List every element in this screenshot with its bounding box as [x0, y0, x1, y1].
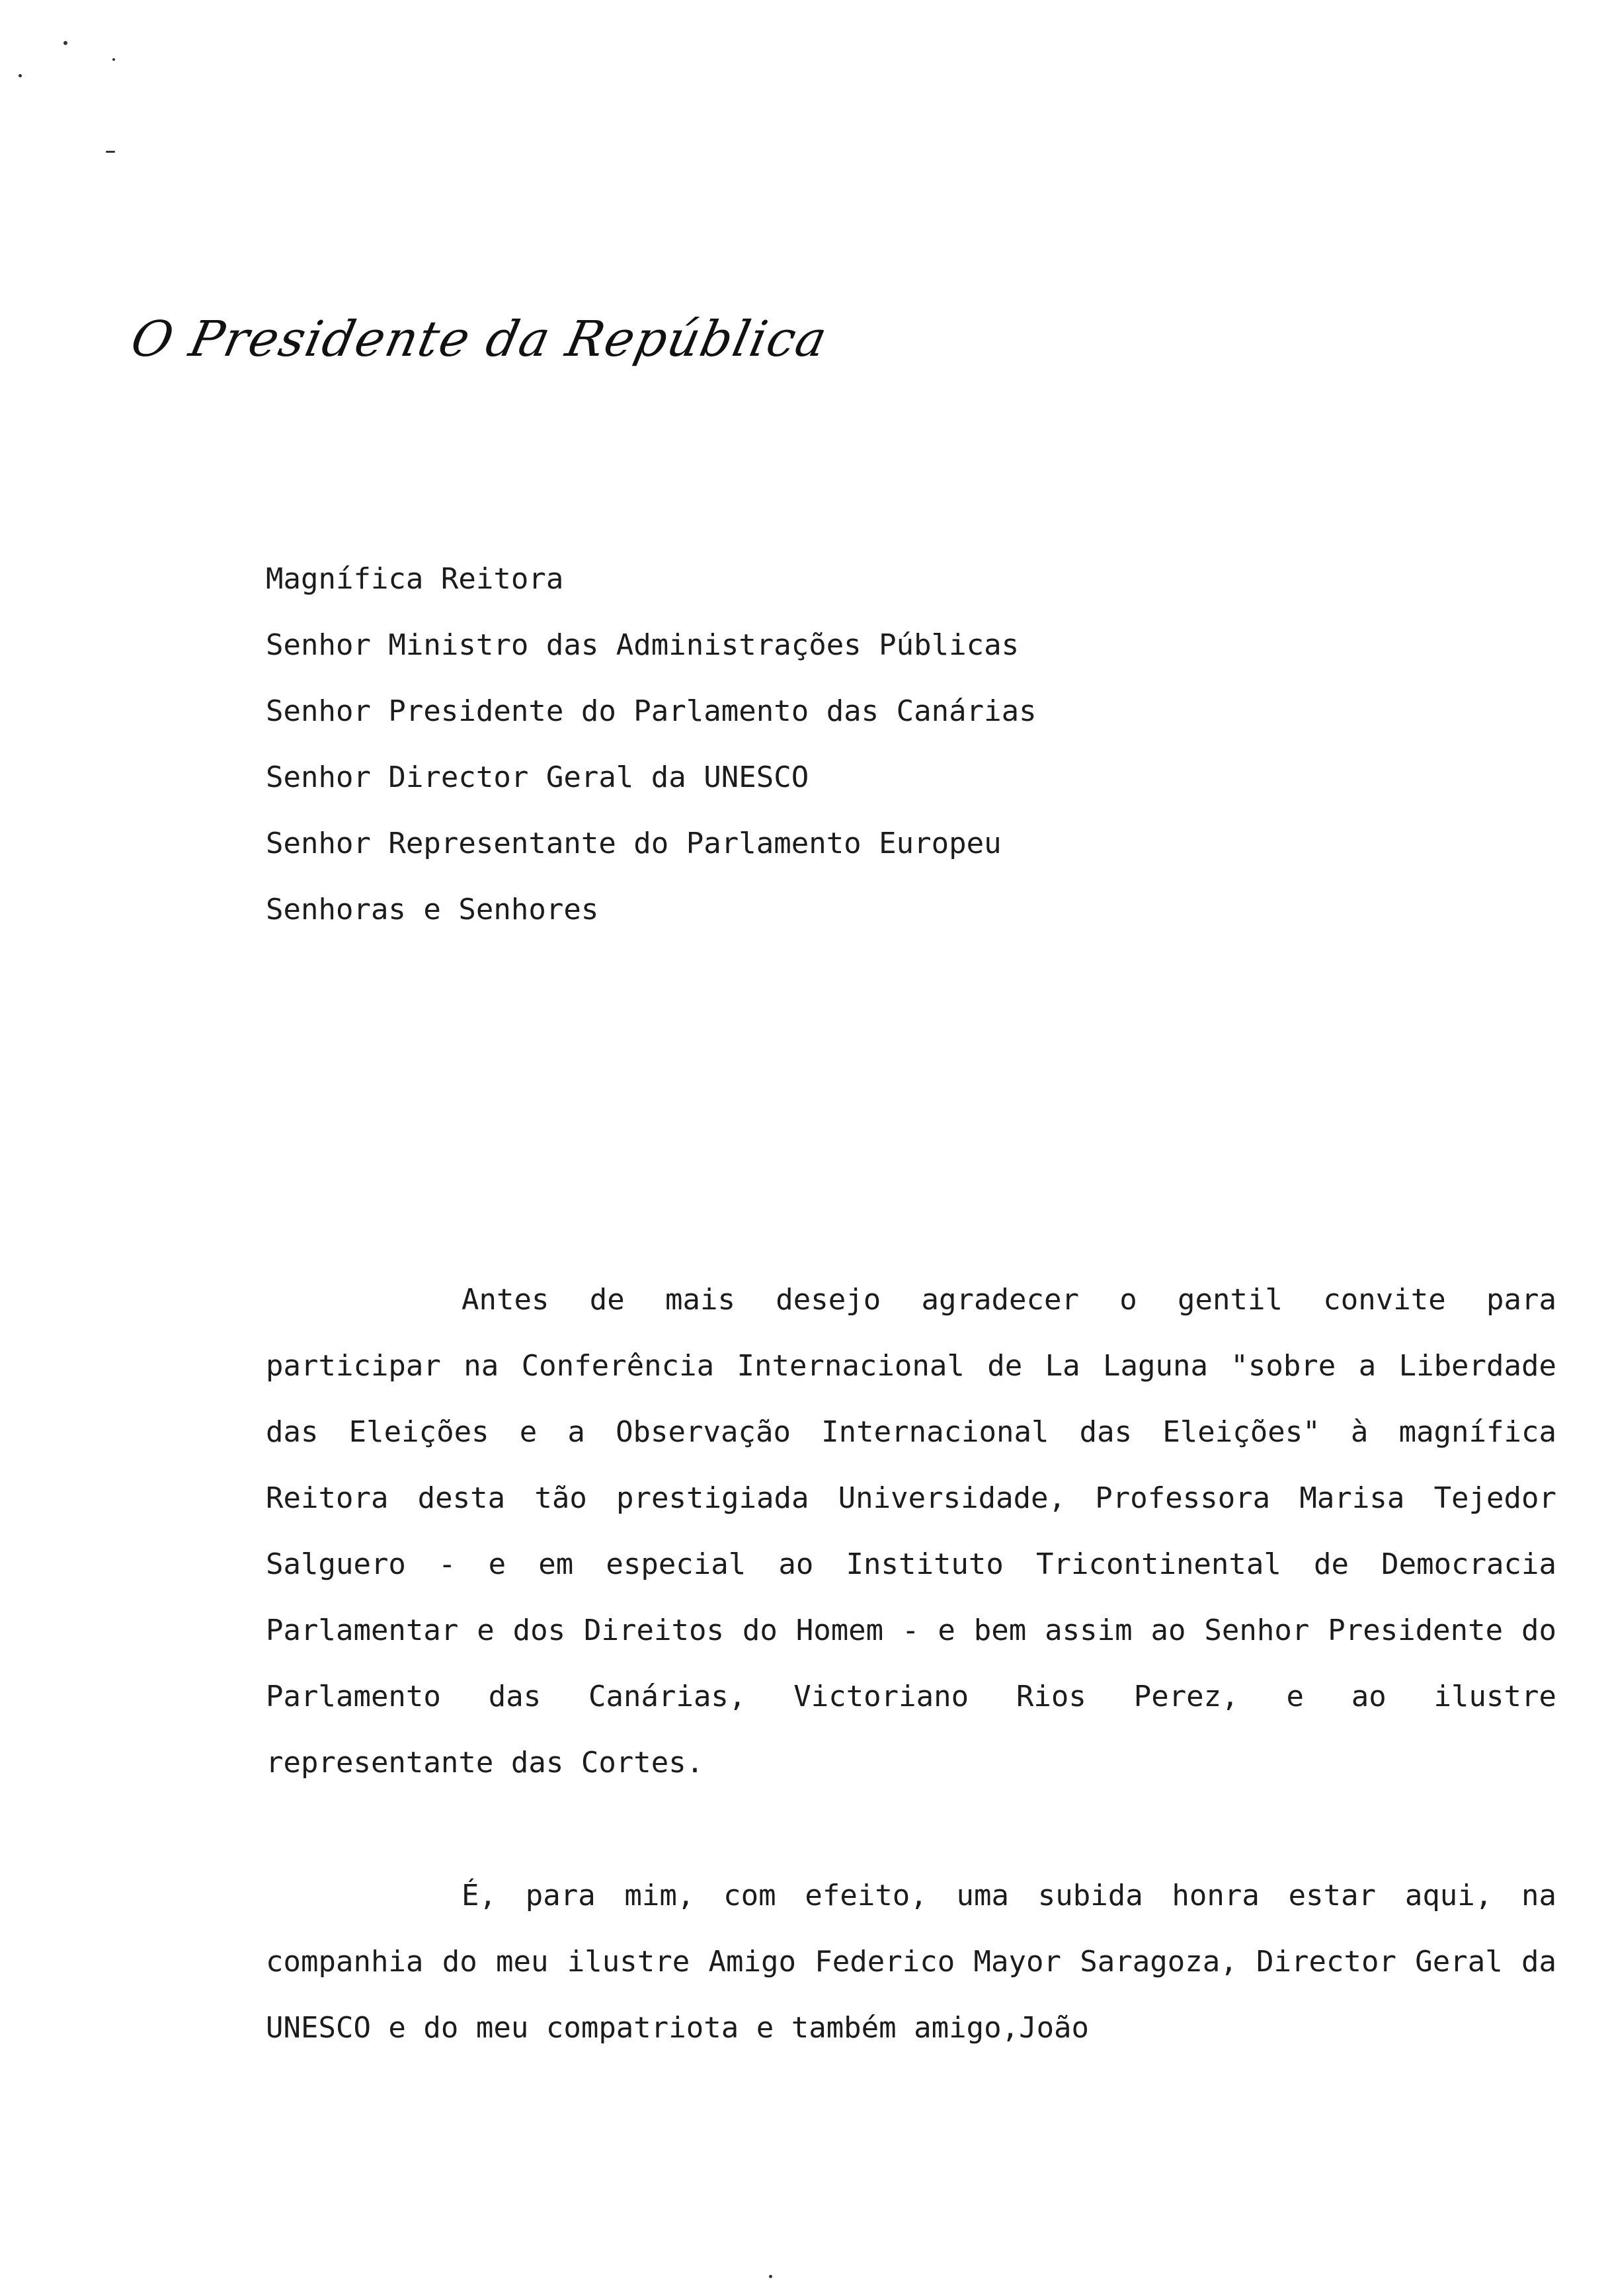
salutation-line: Senhoras e Senhores	[266, 893, 599, 926]
letterhead-title: O Presidente da República	[126, 311, 833, 368]
scan-speck	[63, 41, 67, 45]
salutation-line: Senhor Ministro das Administrações Públicas	[266, 628, 1020, 662]
scan-speck	[112, 58, 115, 61]
salutation-line: Senhor Director Geral da UNESCO	[266, 760, 809, 794]
salutation-list	[266, 546, 1037, 943]
scan-speck	[19, 74, 22, 77]
body-paragraph: Antes de mais desejo agradecer o gentil convite para participar na Conferência Internacional de La Laguna "sobre a Liberdade das Eleições e a Observação Internacional das Eleições" à magnífica Reitora desta tão prestigiada Universidade, Professora Marisa Tejedor Salguero - e em especial ao Instituto Tricontinental de Democracia Parlamentar e dos Direitos do Homem - e bem assim ao Senhor Presidente do Parlamento das Canárias, Victoriano Rios Perez, e ao ilustre representante das Cortes.	[266, 1283, 1556, 1780]
scan-speck	[769, 2275, 772, 2278]
salutation-line: Senhor Representante do Parlamento Europeu	[266, 827, 1002, 860]
scan-speck	[106, 151, 115, 153]
salutation-line: Magnífica Reitora	[266, 562, 564, 596]
salutation-line: Senhor Presidente do Parlamento das Canárias	[266, 694, 1037, 728]
body-paragraph: É, para mim, com efeito, uma subida honra estar aqui, na companhia do meu ilustre Amigo Federico Mayor Saragoza, Director Geral da UNESCO e do meu compatriota e também amigo,João	[266, 1879, 1556, 2045]
